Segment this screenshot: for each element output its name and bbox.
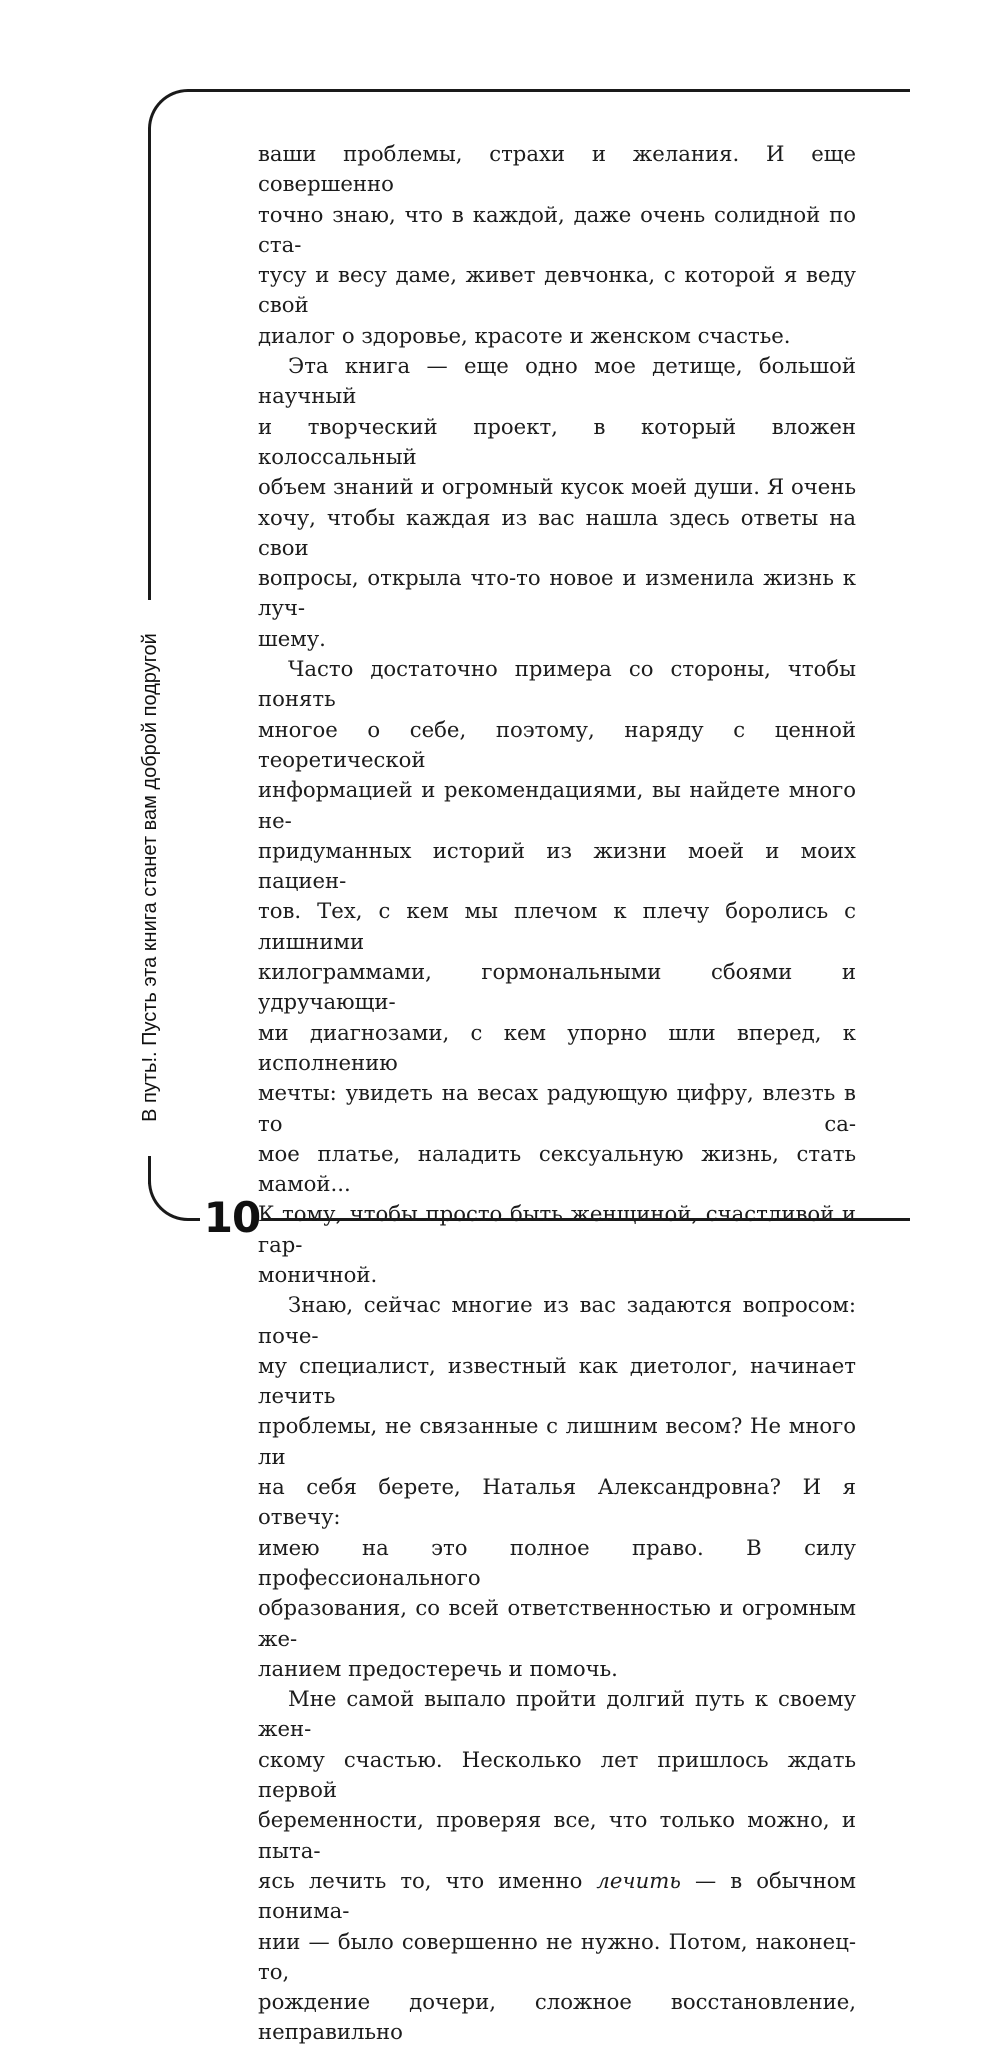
text-line: вопросы, открыла что-то новое и изменила жизнь к луч- (258, 565, 856, 621)
text-line: нии — было совершенно не нужно. Потом, наконец-то, (258, 1928, 856, 1984)
text-line: тов. Тех, с кем мы плечом к плечу боролись с лишними (258, 898, 856, 954)
text-segment: — в обычном понима- (258, 1867, 856, 1924)
body-text (258, 139, 856, 2048)
frame-corner-top (148, 89, 193, 134)
text-line: ланием предостеречь и помочь. (258, 1655, 618, 1681)
text-line: шему. (258, 625, 326, 651)
text-line: диалог о здоровье, красоте и женском счастье. (258, 322, 791, 348)
text-line: ми диагнозами, с кем упорно шли вперед, к исполнению (258, 1019, 856, 1075)
frame-top-rule (190, 89, 910, 92)
text-line: К тому, чтобы просто быть женщиной, счастливой и гар- (258, 1201, 856, 1257)
text-line: многое о себе, поэтому, наряду с ценной теоретической (258, 716, 856, 772)
frame-left-rule-upper (148, 130, 151, 600)
text-line-with-italic (258, 1866, 856, 1927)
text-line: хочу, чтобы каждая из вас нашла здесь ответы на свои (258, 504, 856, 560)
paragraph-5 (258, 1684, 856, 2048)
text-line: имею на это полное право. В силу профессионального (258, 1534, 856, 1590)
text-line: Знаю, сейчас многие из вас задаются вопросом: поче- (258, 1292, 856, 1348)
text-line: мое платье, наладить сексуальную жизнь, стать мамой... (258, 1140, 856, 1197)
text-line: придуманных историй из жизни моей и моих пациен- (258, 837, 856, 894)
page-number: 10 (203, 1193, 261, 1242)
italic-word: лечить (596, 1867, 681, 1893)
text-line: мечты: увидеть на весах радующую цифру, влезть в то са- (258, 1080, 856, 1136)
text-line: килограммами, гормональными сбоями и удручающи- (258, 959, 856, 1015)
paragraph-3 (258, 654, 856, 1290)
text-segment: ясь лечить то, что именно (258, 1867, 597, 1893)
text-line: скому счастью. Несколько лет пришлось ждать первой (258, 1746, 856, 1803)
text-line: объем знаний и огромный кусок моей души. Я очень (258, 474, 856, 500)
paragraph-4 (258, 1290, 856, 1684)
running-head: В путь!. Пусть эта книга станет вам доброй подругой (139, 633, 161, 1122)
text-line: Часто достаточно примера со стороны, чтобы понять (258, 656, 856, 712)
text-line: Мне самой выпало пройти долгий путь к своему жен- (258, 1686, 856, 1742)
text-line: Эта книга — еще одно мое детище, большой научный (258, 353, 856, 409)
text-line: му специалист, известный как диетолог, начинает лечить (258, 1352, 856, 1409)
text-line: информацией и рекомендациями, вы найдете много не- (258, 777, 856, 833)
frame-bottom-rule-left (190, 1218, 200, 1221)
text-line: ваши проблемы, страхи и желания. И еще совершенно (258, 141, 856, 197)
text-line: и творческий проект, в который вложен колоссальный (258, 413, 856, 469)
text-line: рождение дочери, сложное восстановление, неправильно (258, 1989, 856, 2045)
text-line: образования, со всей ответственностью и огромным же- (258, 1595, 856, 1651)
frame-corner-bottom (148, 1176, 193, 1221)
text-line: проблемы, не связанные с лишним весом? Не много ли (258, 1413, 856, 1469)
text-line: моничной. (258, 1261, 378, 1287)
text-line: точно знаю, что в каждой, даже очень солидной по ста- (258, 201, 856, 257)
text-line: тусу и весу даме, живет девчонка, с которой я веду свой (258, 262, 856, 318)
paragraph-2 (258, 351, 856, 654)
text-line: на себя берете, Наталья Александровна? И я отвечу: (258, 1474, 856, 1530)
paragraph-1 (258, 139, 856, 351)
text-line: беременности, проверяя все, что только можно, и пыта- (258, 1807, 856, 1863)
